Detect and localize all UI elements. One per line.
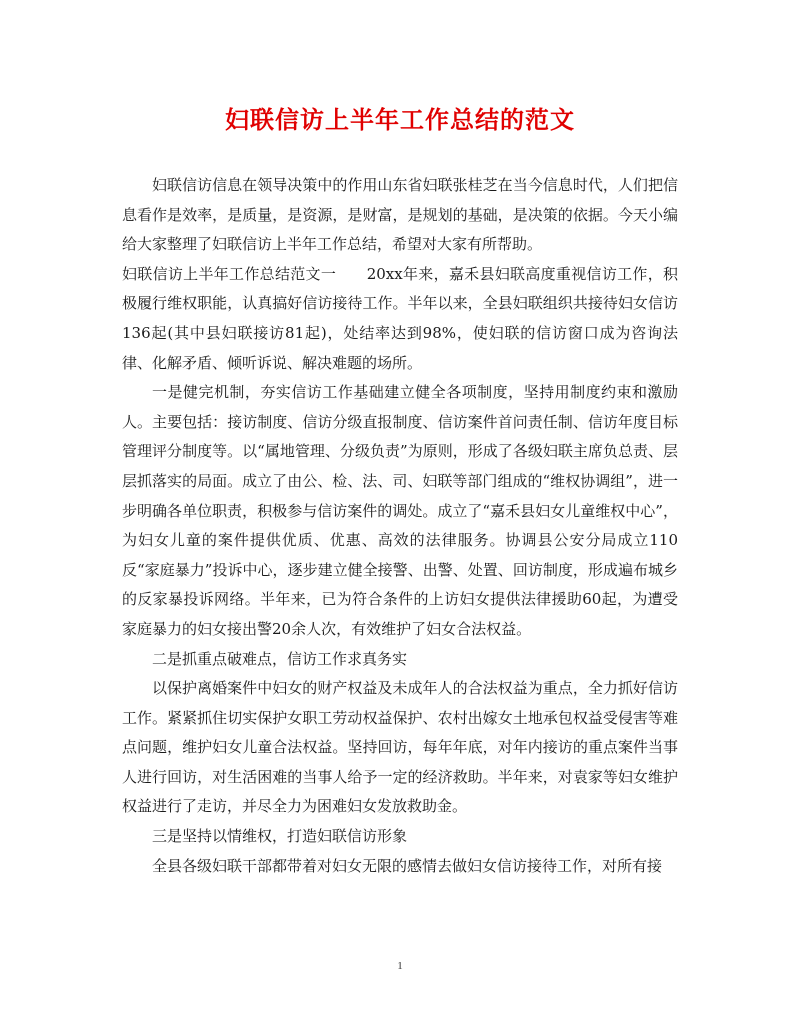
paragraph-emotion: 全县各级妇联干部都带着对妇女无限的感情去做妇女信访接待工作，对所有接 (152, 856, 663, 875)
section-heading-three: 三是坚持以情维权，打造妇联信访形象 (152, 827, 408, 846)
paragraph-mechanism: 一是健完机制，夯实信访工作基础建立健全各项制度，坚持用制度约束和激励人。主要包括：接访制度、信访分级直报制度、信访案件首问责任制、信访年度目标管理评分制度等。以“属地管理、分级负责”为原则，形成了各级妇联主席负总责、层层抓落实的局面。成立了由公、检、法、司、妇联等部门组成的“维权协调组”，进一步明确各单位职责，积极参与信访案件的调处。成立了“嘉禾县妇女儿童维权中心”，为妇女儿童的案件提供优质、优惠、高效的法律服务。协调县公安分局成立110反“家庭暴力”投诉中心，逐步建立健全接警、出警、处置、回访制度，形成遍布城乡的反家暴投诉网络。半年来，已为符合条件的上访妇女提供法律援助60起，为遭受家庭暴力的妇女接出警20余人次，有效维护了妇女合法权益。 (122, 383, 678, 638)
paragraph-intro: 妇联信访信息在领导决策中的作用山东省妇联张桂芝在当今信息时代，人们把信息看作是效率，是质量，是资源，是财富，是规划的基础，是决策的依据。今天小编给大家整理了妇联信访上半年工作总结，希望对大家有所帮助。 (122, 176, 678, 254)
paragraph-key-points: 以保护离婚案件中妇女的财产权益及未成年人的合法权益为重点，全力抓好信访工作。紧紧抓住切实保护女职工劳动权益保护、农村出嫁女土地承包权益受侵害等难点问题，维护妇女儿童合法权益。坚持回访，每年年底，对年内接访的重点案件当事人进行回访，对生活困难的当事人给予一定的经济救助。半年来，对袁家等妇女维护权益进行了走访，并尽全力为困难妇女发放救助金。 (122, 679, 678, 816)
document-body (122, 171, 678, 881)
paragraph-sample-one: 妇联信访上半年工作总结范文一 20xx年来，嘉禾县妇联高度重视信访工作，积极履行维权职能，认真搞好信访接待工作。半年以来，全县妇联组织共接待妇女信访136起(其中县妇联接访81起)，处结率达到98%，使妇联的信访窗口成为咨询法律、化解矛盾、倾听诉说、解决难题的场所。 (122, 264, 678, 372)
document-title: 妇联信访上半年工作总结的范文 (225, 105, 575, 134)
section-heading-two: 二是抓重点破难点，信访工作求真务实 (152, 649, 408, 668)
page-number: 1 (397, 960, 403, 972)
